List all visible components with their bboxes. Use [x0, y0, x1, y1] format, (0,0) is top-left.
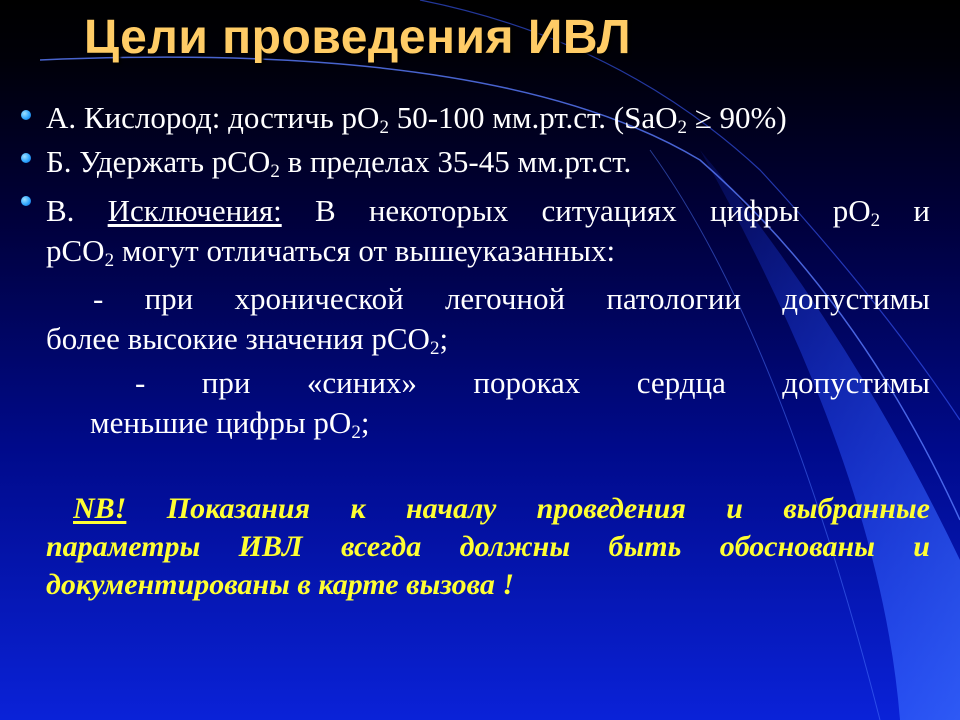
- item-c-line1-sub: 2: [870, 210, 881, 230]
- sub-item-1-line2-tail: ;: [439, 321, 449, 356]
- item-a-sub2: 2: [677, 117, 687, 138]
- sub-item-2-line2-lead: меньшие цифры рО: [90, 405, 352, 440]
- item-c-line-2: [46, 232, 615, 270]
- note-line-2: [46, 528, 930, 566]
- item-a-tail: ≥ 90%): [687, 100, 787, 135]
- item-c-prefix: В.: [46, 193, 108, 228]
- item-c-exceptions: Исключения:: [107, 193, 282, 228]
- bullet-icon: [21, 196, 31, 206]
- note-line2-text: параметры ИВЛ всегда должны быть обоснованы и: [46, 530, 930, 563]
- sub-item-2-text: - при «синих» пороках сердца допустимы: [135, 365, 930, 400]
- note-line-1: [73, 490, 930, 528]
- item-b: [46, 143, 631, 181]
- sub-item-1-line2-sub: 2: [429, 338, 440, 359]
- item-c-line2-lead: рСО: [46, 233, 105, 268]
- note-line1-rest: Показания к началу проведения и выбранные: [126, 492, 930, 525]
- sub-item-2-line2-sub: 2: [351, 422, 361, 443]
- nb-label: NB!: [73, 492, 127, 525]
- item-a-lead: А. Кислород: достичь рО: [46, 100, 380, 135]
- note-line3-text: документированы в карте вызова !: [46, 568, 514, 601]
- slide-title: Цели проведения ИВЛ: [84, 11, 632, 64]
- item-c-line2-tail: могут отличаться от вышеуказанных:: [114, 233, 616, 268]
- item-a-sub1: 2: [379, 117, 389, 138]
- sub-item-2-line2-tail: ;: [360, 405, 370, 440]
- item-b-lead: Б. Удержать рСО: [46, 144, 271, 179]
- bullet-icon: [21, 153, 31, 163]
- item-c-line-1: [46, 192, 930, 230]
- item-a: [46, 99, 787, 137]
- item-b-sub1: 2: [270, 161, 280, 182]
- sub-item-1-line2-lead: более высокие значения рСО: [46, 321, 430, 356]
- note-line-3: [46, 566, 514, 604]
- item-c-line1-tail: и: [880, 193, 930, 228]
- sub-item-2-line-1: [135, 364, 930, 402]
- sub-item-1-text: - при хронической легочной патологии допустимы: [93, 281, 930, 316]
- item-c-line2-sub: 2: [104, 250, 115, 271]
- item-b-tail: в пределах 35-45 мм.рт.ст.: [279, 144, 632, 179]
- bullet-icon: [21, 110, 31, 120]
- item-a-mid: 50-100 мм.рт.ст. (SaO: [388, 100, 678, 135]
- item-c-line1-rest: В некоторых ситуациях цифры рО: [281, 193, 871, 228]
- sub-item-1-line-1: [93, 280, 930, 318]
- sub-item-1-line-2: [46, 320, 448, 358]
- sub-item-2-line-2: [90, 404, 369, 442]
